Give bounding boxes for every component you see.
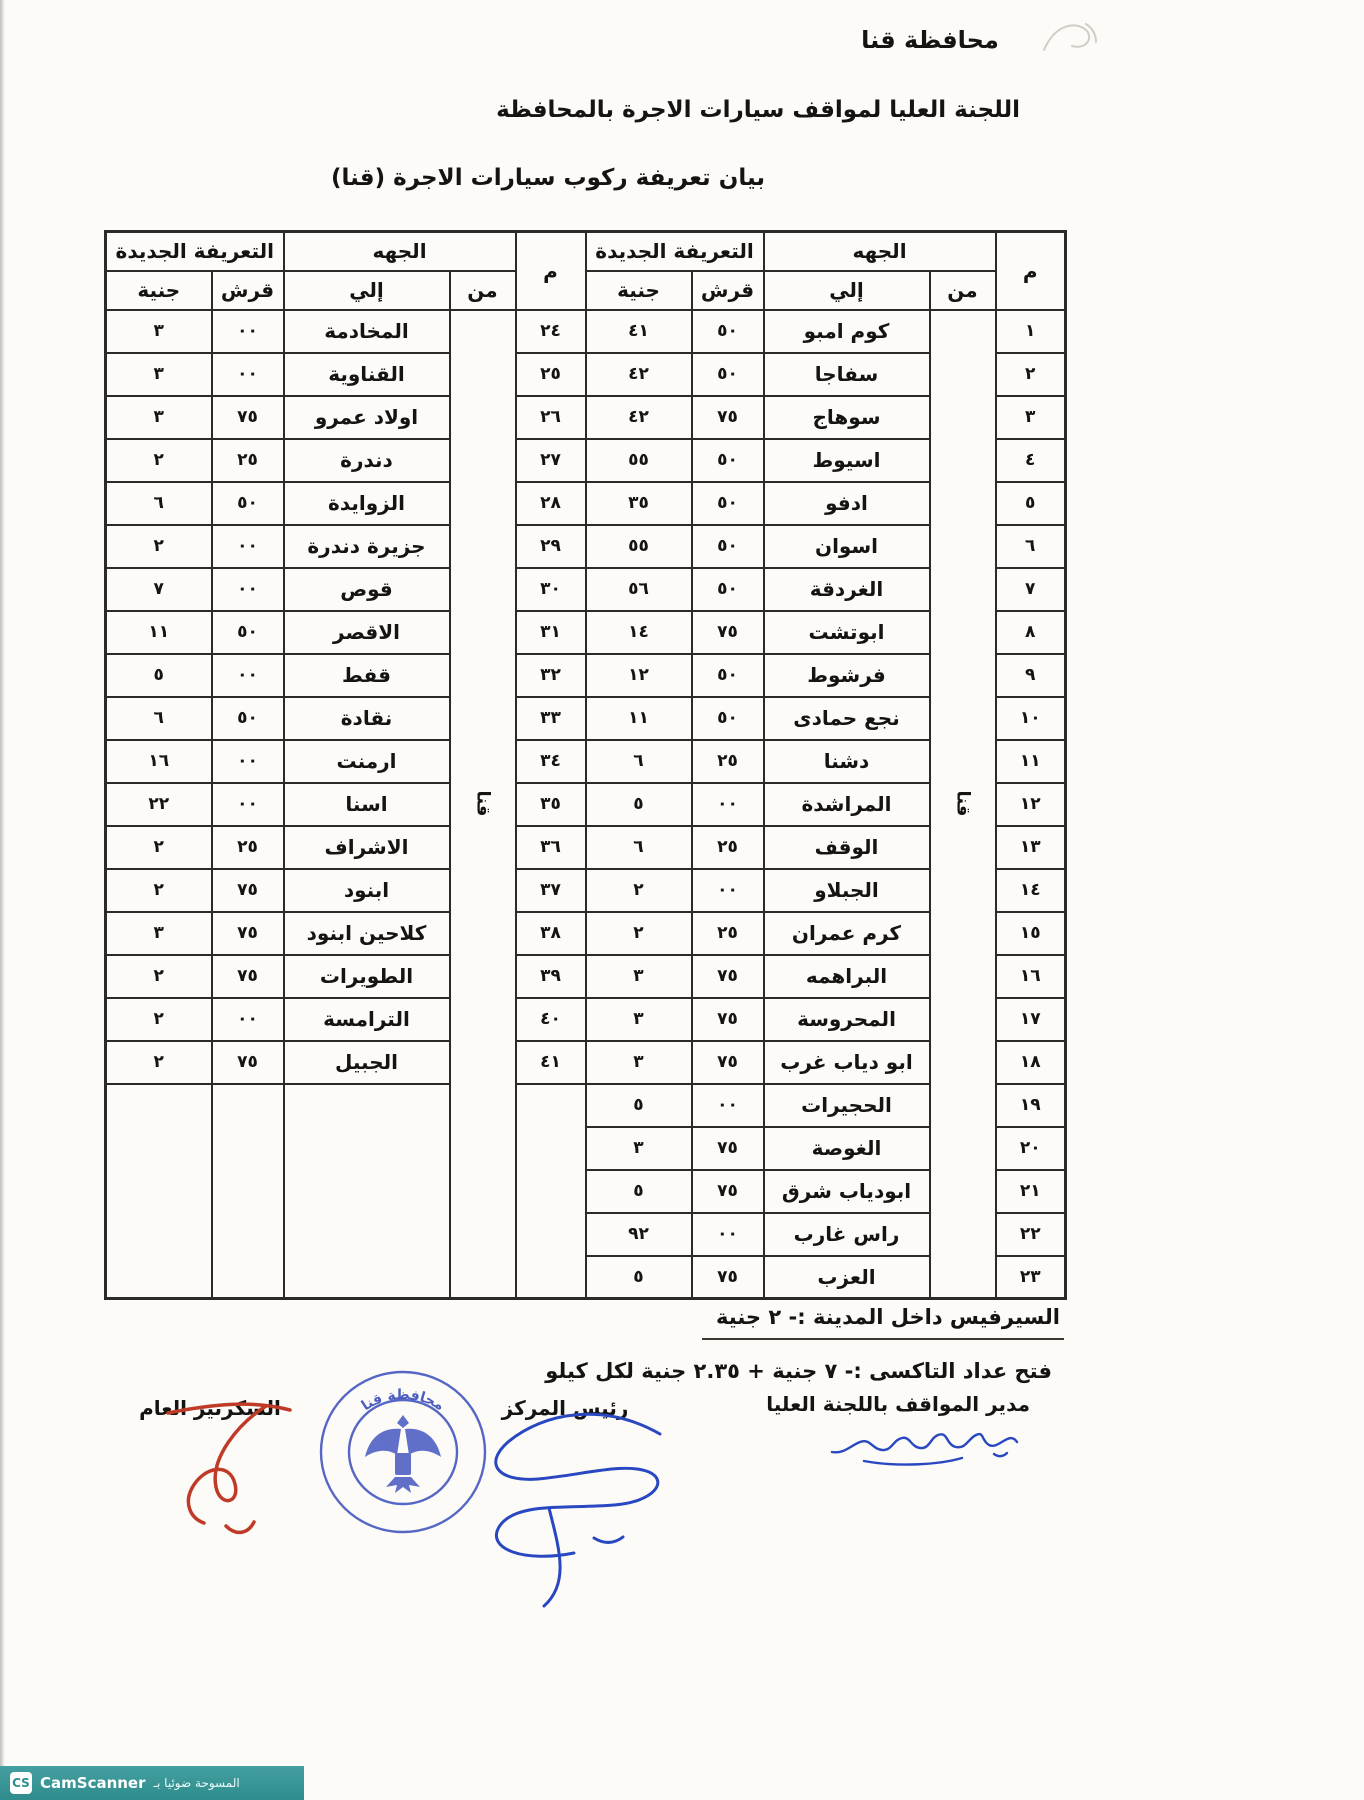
serial-cell: ٣٩ (516, 955, 586, 998)
fare-row (106, 353, 1066, 396)
qirsh-cell: ٠٠ (212, 310, 284, 353)
serial-cell: ٣٢ (516, 654, 586, 697)
serial-cell: ٢٣ (996, 1256, 1066, 1299)
qirsh-cell: ٧٥ (692, 1041, 764, 1084)
qirsh-cell: ٧٥ (212, 396, 284, 439)
genia-cell: ٥ (586, 1256, 692, 1299)
serial-cell: ٢٥ (516, 353, 586, 396)
serial-cell: ١٠ (996, 697, 1066, 740)
header-from: من (930, 271, 996, 310)
destination-cell: الزوايدة (284, 482, 450, 525)
from-value: قنا (472, 790, 493, 817)
qirsh-cell: ٠٠ (212, 353, 284, 396)
fare-row (106, 482, 1066, 525)
serial-cell: ٨ (996, 611, 1066, 654)
serial-cell (516, 1084, 586, 1299)
qirsh-cell: ٠٠ (692, 869, 764, 912)
destination-cell: كلاحين ابنود (284, 912, 450, 955)
serial-cell: ٣٤ (516, 740, 586, 783)
serial-cell: ٢٠ (996, 1127, 1066, 1170)
serial-cell: ١ (996, 310, 1066, 353)
genia-cell (106, 1084, 212, 1299)
genia-cell: ٣ (586, 1041, 692, 1084)
genia-cell: ٧ (106, 568, 212, 611)
qirsh-cell: ٢٥ (692, 912, 764, 955)
genia-cell: ٢ (586, 869, 692, 912)
serial-cell: ٧ (996, 568, 1066, 611)
destination-cell: ادفو (764, 482, 930, 525)
destination-cell: نجع حمادى (764, 697, 930, 740)
qirsh-cell: ٧٥ (692, 1256, 764, 1299)
header-tariff: التعريفة الجديدة (106, 232, 284, 271)
serial-cell: ٢٦ (516, 396, 586, 439)
serial-cell: ٣٥ (516, 783, 586, 826)
qirsh-cell: ٠٠ (212, 998, 284, 1041)
serial-cell: ٣٣ (516, 697, 586, 740)
fare-row (106, 396, 1066, 439)
fare-row (106, 998, 1066, 1041)
serial-cell: ٣٦ (516, 826, 586, 869)
qirsh-cell: ٠٠ (212, 568, 284, 611)
qirsh-cell: ٠٠ (212, 783, 284, 826)
serial-cell: ٢٩ (516, 525, 586, 568)
genia-cell: ٤٢ (586, 396, 692, 439)
destination-cell: كرم عمران (764, 912, 930, 955)
qirsh-cell: ٥٠ (692, 310, 764, 353)
svg-text:محافظة قنا (359, 1387, 447, 1414)
fare-table-head (106, 232, 1066, 310)
qirsh-cell: ٥٠ (692, 482, 764, 525)
serial-cell: ٢ (996, 353, 1066, 396)
qirsh-cell: ٢٥ (212, 439, 284, 482)
qirsh-cell: ٥٠ (212, 482, 284, 525)
destination-cell: سفاجا (764, 353, 930, 396)
destination-cell: اسنا (284, 783, 450, 826)
camscanner-brand: CamScanner (40, 1774, 146, 1792)
header-genia: جنية (106, 271, 212, 310)
destination-cell: قفط (284, 654, 450, 697)
genia-cell: ٩٢ (586, 1213, 692, 1256)
serial-cell: ٤ (996, 439, 1066, 482)
destination-cell: اولاد عمرو (284, 396, 450, 439)
genia-cell: ٣ (586, 998, 692, 1041)
genia-cell: ٦ (586, 740, 692, 783)
qirsh-cell: ٧٥ (692, 1170, 764, 1213)
fare-row (106, 1084, 1066, 1127)
genia-cell: ٦ (586, 826, 692, 869)
center-head-label: رئيس المركز (501, 1396, 629, 1420)
destination-cell: المخادمة (284, 310, 450, 353)
header-qirsh: قرش (212, 271, 284, 310)
genia-cell: ٢٢ (106, 783, 212, 826)
header-from: من (450, 271, 516, 310)
fare-table-body (106, 310, 1066, 1299)
genia-cell: ٥٥ (586, 439, 692, 482)
genia-cell: ٢ (106, 869, 212, 912)
qirsh-cell: ٠٠ (212, 654, 284, 697)
serial-cell: ٣٠ (516, 568, 586, 611)
destination-cell: الطويرات (284, 955, 450, 998)
destination-cell: الغردقة (764, 568, 930, 611)
genia-cell: ٥ (586, 1170, 692, 1213)
destination-cell: دندرة (284, 439, 450, 482)
serial-cell: ١٧ (996, 998, 1066, 1041)
genia-cell: ٣ (106, 912, 212, 955)
qirsh-cell: ٧٥ (212, 869, 284, 912)
destination-cell: قوص (284, 568, 450, 611)
genia-cell: ٤٢ (586, 353, 692, 396)
fare-row (106, 654, 1066, 697)
genia-cell: ٥ (586, 1084, 692, 1127)
destination-cell: ارمنت (284, 740, 450, 783)
destination-cell: الحجيرات (764, 1084, 930, 1127)
genia-cell: ٦ (106, 697, 212, 740)
genia-cell: ٣ (106, 353, 212, 396)
qirsh-cell: ٥٠ (692, 439, 764, 482)
genia-cell: ٣ (586, 955, 692, 998)
from-merged-cell (930, 310, 996, 1299)
destination-cell: الترامسة (284, 998, 450, 1041)
genia-cell: ١١ (106, 611, 212, 654)
center-head-signature (452, 1386, 687, 1621)
serial-cell: ١٥ (996, 912, 1066, 955)
eagle-emblem (365, 1415, 441, 1493)
serial-cell: ٣١ (516, 611, 586, 654)
genia-cell: ٢ (106, 826, 212, 869)
serial-cell: ٢٢ (996, 1213, 1066, 1256)
fare-row (106, 439, 1066, 482)
header-genia: جنية (586, 271, 692, 310)
qirsh-cell: ٠٠ (692, 783, 764, 826)
genia-cell: ٣ (106, 396, 212, 439)
qirsh-cell: ٥٠ (212, 697, 284, 740)
destination-cell: فرشوط (764, 654, 930, 697)
fare-row (106, 783, 1066, 826)
genia-cell: ٢ (106, 998, 212, 1041)
serial-cell: ١٣ (996, 826, 1066, 869)
governorate-title: محافظة قنا (861, 26, 999, 54)
qirsh-cell: ٧٥ (692, 611, 764, 654)
destination-cell: الجبلاو (764, 869, 930, 912)
fare-row (106, 955, 1066, 998)
genia-cell: ٣ (106, 310, 212, 353)
secretary-general-label: السكرتير العام (139, 1396, 281, 1420)
qirsh-cell: ٧٥ (212, 912, 284, 955)
header-side: الجهه (284, 232, 516, 271)
destination-cell: راس غارب (764, 1213, 930, 1256)
qirsh-cell: ٠٠ (212, 740, 284, 783)
serial-cell: ١٦ (996, 955, 1066, 998)
stamp-rim-text: محافظة قنا (358, 1386, 448, 1415)
genia-cell: ١٢ (586, 654, 692, 697)
serial-cell: ٢٤ (516, 310, 586, 353)
committee-title: اللجنة العليا لمواقف سيارات الاجرة بالمحافظة (496, 97, 1020, 123)
qirsh-cell: ٧٥ (692, 998, 764, 1041)
qirsh-cell: ٢٥ (692, 826, 764, 869)
serial-cell: ١٩ (996, 1084, 1066, 1127)
destination-cell: نقادة (284, 697, 450, 740)
destination-cell: اسيوط (764, 439, 930, 482)
taxi-meter-note: فتح عداد التاكسى :- ٧ جنية + ٢.٣٥ جنية لكل كيلو (545, 1359, 1052, 1383)
fare-row (106, 912, 1066, 955)
fare-row (106, 525, 1066, 568)
header-serial: م (516, 232, 586, 310)
tariff-statement-title: بيان تعريفة ركوب سيارات الاجرة (قنا) (330, 165, 765, 191)
destination-cell: الاشراف (284, 826, 450, 869)
genia-cell: ٤١ (586, 310, 692, 353)
genia-cell: ١٦ (106, 740, 212, 783)
serial-cell: ٢١ (996, 1170, 1066, 1213)
serial-cell: ١٤ (996, 869, 1066, 912)
header-side: الجهه (764, 232, 996, 271)
qirsh-cell: ٥٠ (692, 353, 764, 396)
qirsh-cell: ٥٠ (692, 525, 764, 568)
qirsh-cell: ٥٠ (692, 568, 764, 611)
scan-edge-shadow (0, 0, 5, 1800)
serial-cell: ١١ (996, 740, 1066, 783)
destination-cell: المحروسة (764, 998, 930, 1041)
genia-cell: ٢ (106, 525, 212, 568)
qirsh-cell: ٧٥ (692, 1127, 764, 1170)
director-signature (812, 1414, 1027, 1476)
serial-cell: ٣ (996, 396, 1066, 439)
header-row-columns (106, 271, 1066, 310)
fare-row (106, 568, 1066, 611)
fare-row (106, 697, 1066, 740)
serial-cell: ١٨ (996, 1041, 1066, 1084)
service-fare-note: السيرفيس داخل المدينة :- ٢ جنية (702, 1305, 1064, 1340)
destination-cell: الاقصر (284, 611, 450, 654)
fare-row (106, 310, 1066, 353)
fare-row (106, 869, 1066, 912)
camscanner-watermark (0, 1766, 304, 1800)
destination-cell: ابودياب شرق (764, 1170, 930, 1213)
genia-cell: ٥٥ (586, 525, 692, 568)
camscanner-caption: المسوحة ضوئيا بـ (153, 1776, 240, 1790)
header-to: إلي (764, 271, 930, 310)
genia-cell: ٣٥ (586, 482, 692, 525)
serial-cell: ٥ (996, 482, 1066, 525)
serial-cell: ١٢ (996, 783, 1066, 826)
destination-cell (284, 1084, 450, 1299)
qirsh-cell: ٧٥ (692, 955, 764, 998)
genia-cell: ١٤ (586, 611, 692, 654)
qirsh-cell (212, 1084, 284, 1299)
destination-cell: الغوصة (764, 1127, 930, 1170)
destination-cell: ابنود (284, 869, 450, 912)
from-merged-cell (450, 310, 516, 1299)
header-to: إلي (284, 271, 450, 310)
destination-cell: المراشدة (764, 783, 930, 826)
pencil-mark (1036, 12, 1106, 67)
serial-cell: ٣٧ (516, 869, 586, 912)
qirsh-cell: ٥٠ (692, 697, 764, 740)
destination-cell: القناوية (284, 353, 450, 396)
destination-cell: الوقف (764, 826, 930, 869)
camscanner-logo-icon: CS (10, 1772, 32, 1794)
destination-cell: دشنا (764, 740, 930, 783)
qirsh-cell: ٧٥ (212, 1041, 284, 1084)
fare-row (106, 826, 1066, 869)
serial-cell: ٤١ (516, 1041, 586, 1084)
destination-cell: العزب (764, 1256, 930, 1299)
genia-cell: ٥ (106, 654, 212, 697)
fare-table (104, 230, 1067, 1300)
genia-cell: ٣ (586, 1127, 692, 1170)
serial-cell: ٢٨ (516, 482, 586, 525)
qirsh-cell: ٢٥ (212, 826, 284, 869)
serial-cell: ٦ (996, 525, 1066, 568)
destination-cell: سوهاج (764, 396, 930, 439)
genia-cell: ٦ (106, 482, 212, 525)
destination-cell: ابوتشت (764, 611, 930, 654)
qirsh-cell: ٠٠ (692, 1213, 764, 1256)
qirsh-cell: ٢٥ (692, 740, 764, 783)
genia-cell: ٢ (586, 912, 692, 955)
destination-cell: ابو دياب غرب (764, 1041, 930, 1084)
header-row-groups (106, 232, 1066, 271)
header-qirsh: قرش (692, 271, 764, 310)
qirsh-cell: ٠٠ (212, 525, 284, 568)
destination-cell: البراهمه (764, 955, 930, 998)
stations-director-label: مدير المواقف باللجنة العليا (766, 1392, 1030, 1416)
genia-cell: ٢ (106, 955, 212, 998)
qirsh-cell: ٧٥ (212, 955, 284, 998)
genia-cell: ٥٦ (586, 568, 692, 611)
serial-cell: ٣٨ (516, 912, 586, 955)
destination-cell: اسوان (764, 525, 930, 568)
destination-cell: كوم امبو (764, 310, 930, 353)
destination-cell: الجبيل (284, 1041, 450, 1084)
qirsh-cell: ٧٥ (692, 396, 764, 439)
genia-cell: ٢ (106, 439, 212, 482)
qirsh-cell: ٠٠ (692, 1084, 764, 1127)
serial-cell: ٤٠ (516, 998, 586, 1041)
from-value: قنا (952, 790, 973, 817)
fare-row (106, 1041, 1066, 1084)
genia-cell: ٥ (586, 783, 692, 826)
genia-cell: ١١ (586, 697, 692, 740)
fare-row (106, 740, 1066, 783)
qirsh-cell: ٥٠ (212, 611, 284, 654)
serial-cell: ٢٧ (516, 439, 586, 482)
serial-cell: ٩ (996, 654, 1066, 697)
header-tariff: التعريفة الجديدة (586, 232, 764, 271)
destination-cell: جزيرة دندرة (284, 525, 450, 568)
fare-row (106, 611, 1066, 654)
qirsh-cell: ٥٠ (692, 654, 764, 697)
genia-cell: ٢ (106, 1041, 212, 1084)
header-serial: م (996, 232, 1066, 310)
secretary-signature (138, 1372, 303, 1544)
